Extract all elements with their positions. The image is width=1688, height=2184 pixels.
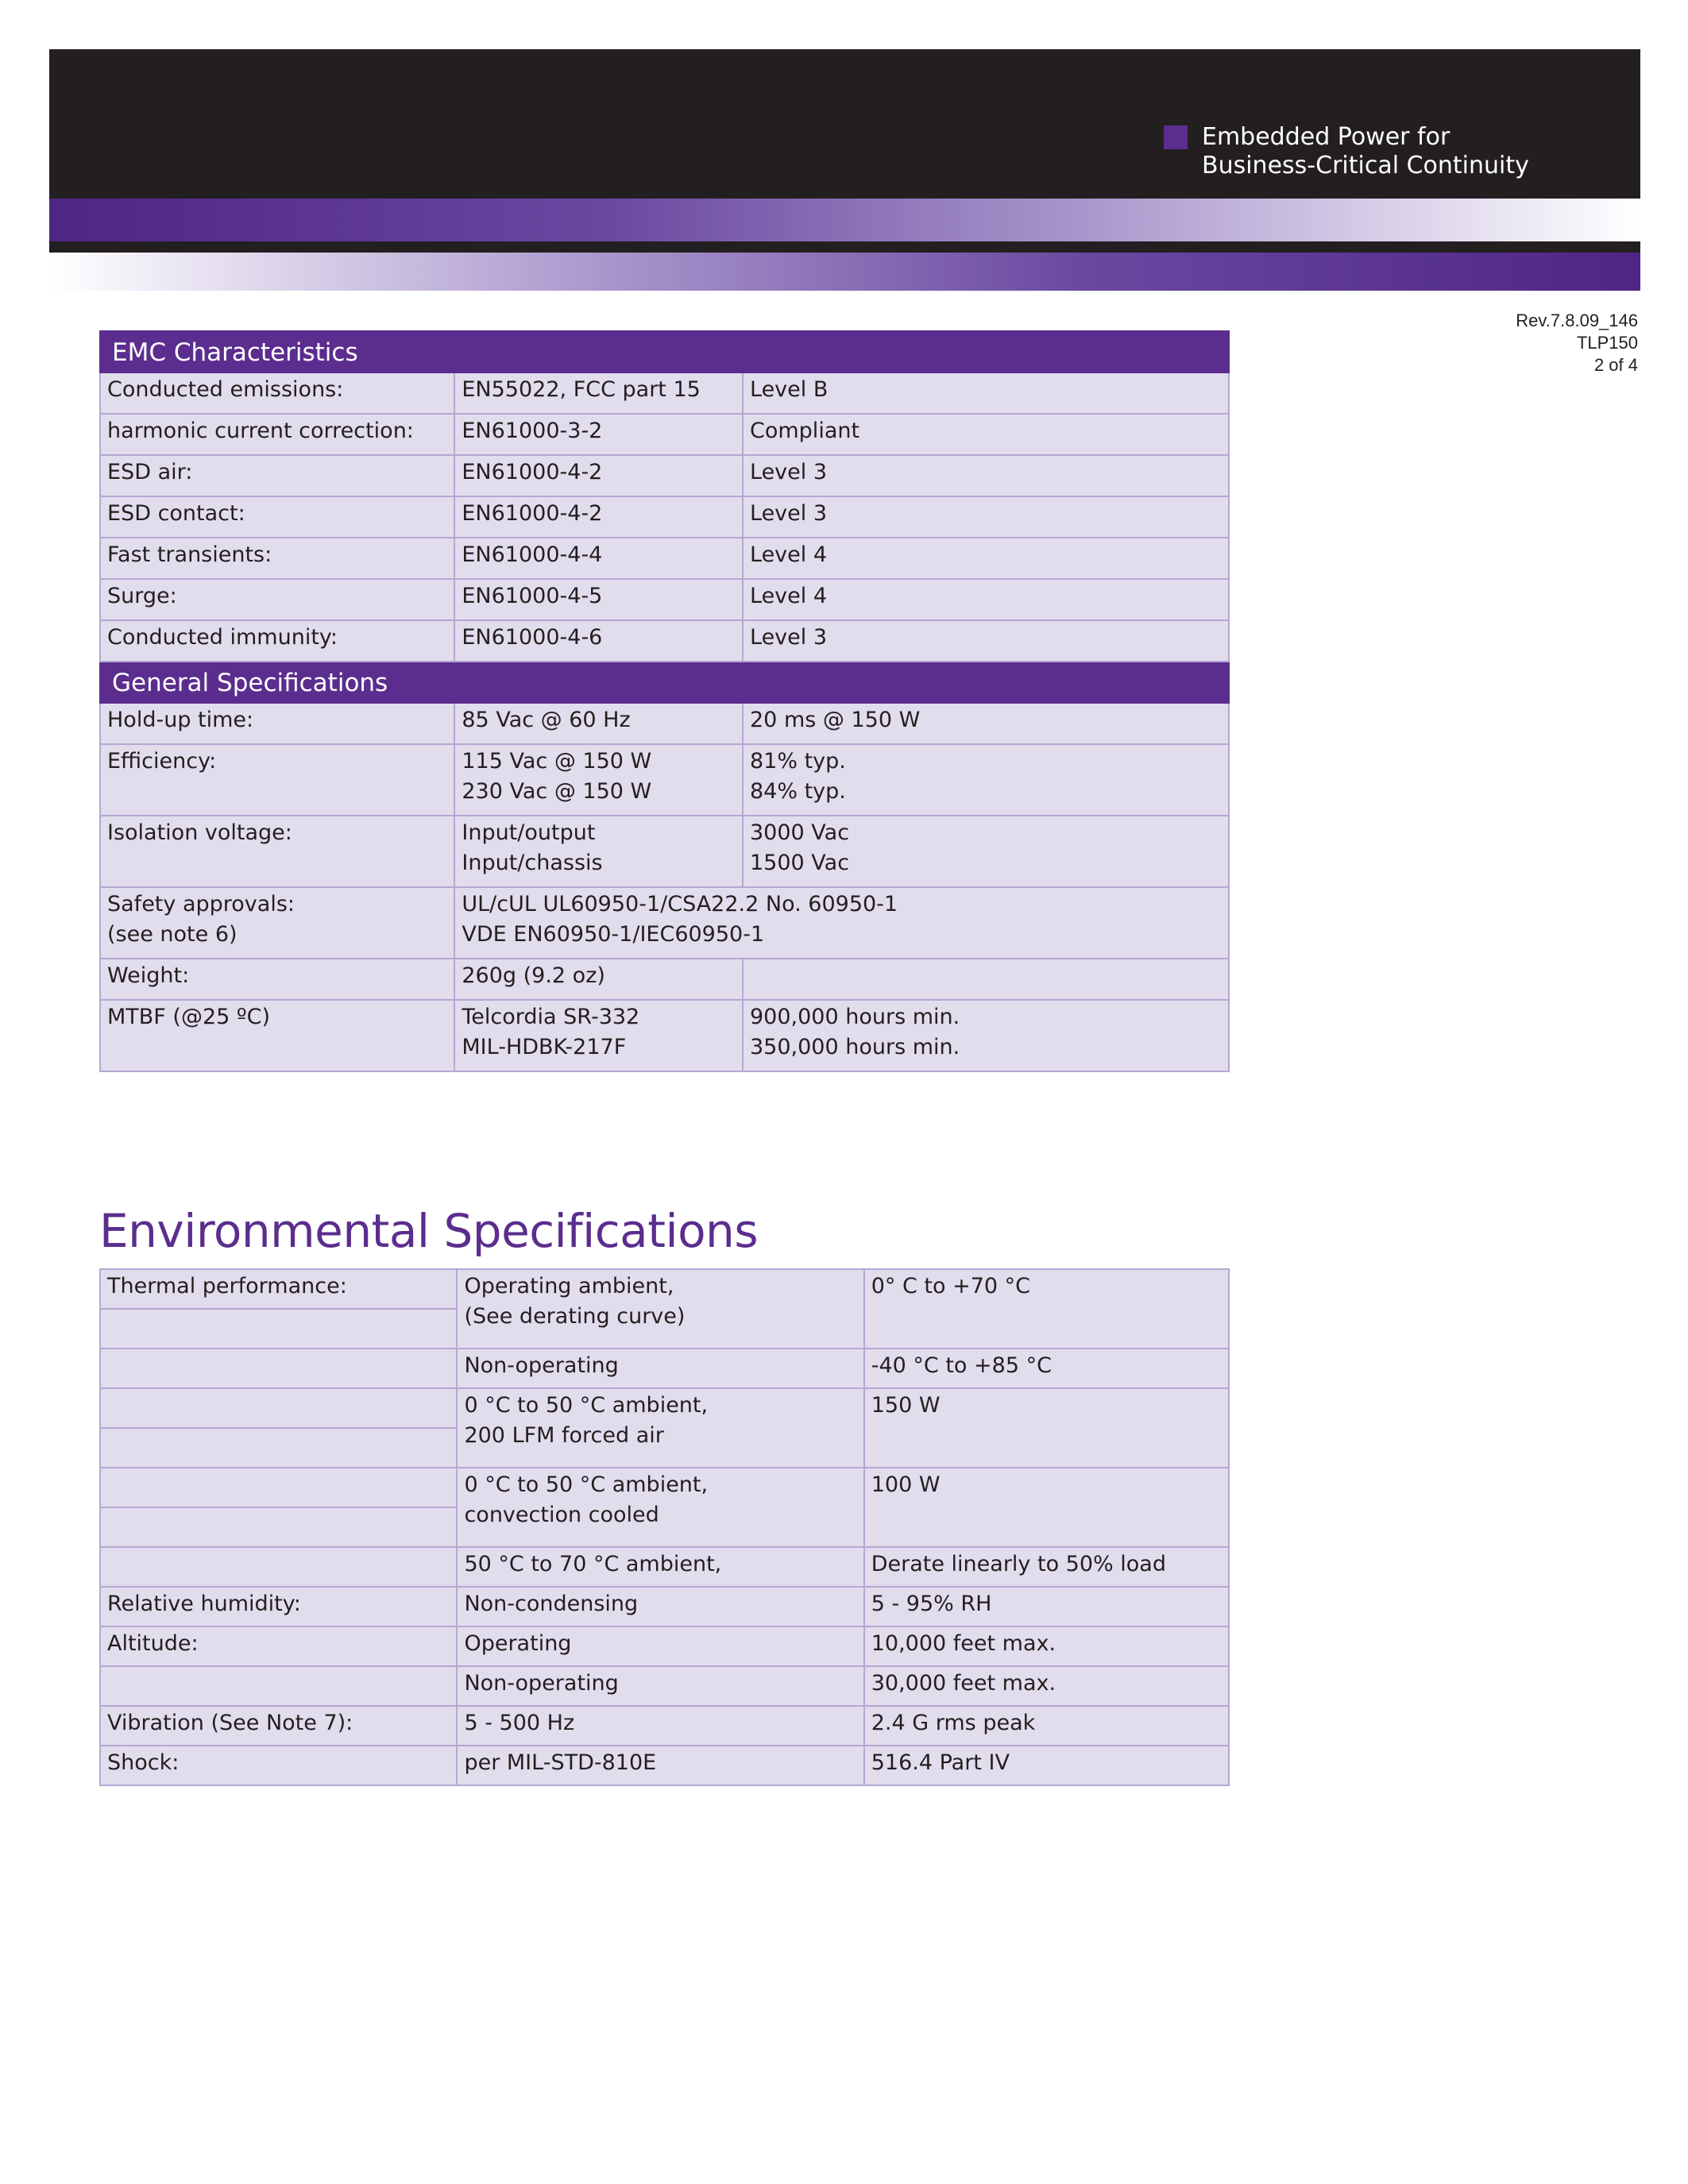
forced-air-line-1: 0 °C to 50 °C ambient,: [464, 1393, 709, 1418]
empty-label: [100, 1507, 457, 1547]
row-label: Conducted emissions:: [100, 372, 454, 414]
table-row: [100, 1666, 1229, 1706]
gradient-band-bottom: [49, 253, 1640, 291]
mtbf-value-1: 900,000 hours min.: [750, 1005, 960, 1029]
table-row: [100, 959, 1229, 1000]
altitude-non-operating-value: 30,000 feet max.: [864, 1666, 1229, 1706]
page-number: 2 of 4: [1593, 355, 1638, 375]
document-info: [1516, 310, 1638, 376]
isolation-condition-1: Input/output: [462, 820, 596, 845]
table-row: [100, 744, 1229, 816]
efficiency-condition-2: 230 Vac @ 150 W: [462, 779, 652, 804]
derate-value: Derate linearly to 50% load: [864, 1547, 1229, 1587]
empty-label: [100, 1547, 457, 1587]
mtbf-value-2: 350,000 hours min.: [750, 1035, 960, 1059]
isolation-values: [743, 816, 1229, 887]
environmental-table: [99, 1268, 1230, 1786]
holdup-value: 20 ms @ 150 W: [743, 703, 1229, 744]
derate-condition: 50 °C to 70 °C ambient,: [457, 1547, 863, 1587]
safety-value-1: UL/cUL UL60950-1/CSA22.2 No. 60950-1: [462, 892, 898, 916]
table-row: [100, 1388, 1229, 1428]
table-row: [100, 887, 1229, 959]
row-standard: EN61000-4-5: [454, 579, 743, 620]
safety-label: [100, 887, 454, 959]
table-row: [100, 1746, 1229, 1785]
empty-label: [100, 1388, 457, 1428]
humidity-value: 5 - 95% RH: [864, 1587, 1229, 1626]
isolation-condition-2: Input/chassis: [462, 851, 603, 875]
table-row: [100, 620, 1229, 662]
row-label: ESD contact:: [100, 496, 454, 538]
operating-ambient-value: 0° C to +70 °C: [864, 1269, 1229, 1349]
empty-label: [100, 1666, 457, 1706]
model-number: TLP150: [1576, 333, 1638, 353]
row-value: Level 3: [743, 620, 1229, 662]
empty-label: [100, 1349, 457, 1388]
tagline-line-1: Embedded Power for: [1202, 123, 1450, 151]
row-label: Conducted immunity:: [100, 620, 454, 662]
environmental-title: Environmental Specifications: [99, 1204, 759, 1258]
altitude-label: Altitude:: [100, 1626, 457, 1666]
altitude-operating-value: 10,000 feet max.: [864, 1626, 1229, 1666]
revision-number: Rev.7.8.09_146: [1516, 311, 1638, 330]
weight-empty: [743, 959, 1229, 1000]
row-label: Fast transients:: [100, 538, 454, 579]
efficiency-value-1: 81% typ.: [750, 749, 846, 774]
efficiency-values: [743, 744, 1229, 816]
shock-value: 516.4 Part IV: [864, 1746, 1229, 1785]
isolation-conditions: [454, 816, 743, 887]
table-row: [100, 1626, 1229, 1666]
operating-ambient-1: Operating ambient,: [464, 1274, 674, 1298]
holdup-condition: 85 Vac @ 60 Hz: [454, 703, 743, 744]
mtbf-label: MTBF (@25 ºC): [100, 1000, 454, 1071]
thermal-label: Thermal performance:: [100, 1269, 457, 1309]
mtbf-conditions: [454, 1000, 743, 1071]
header-tagline: [1202, 123, 1529, 180]
emc-general-table: [99, 330, 1230, 1072]
convection-line-1: 0 °C to 50 °C ambient,: [464, 1472, 709, 1497]
vibration-condition: 5 - 500 Hz: [457, 1706, 863, 1746]
isolation-label: Isolation voltage:: [100, 816, 454, 887]
shock-condition: per MIL-STD-810E: [457, 1746, 863, 1785]
empty-label: [100, 1468, 457, 1507]
shock-label: Shock:: [100, 1746, 457, 1785]
humidity-label: Relative humidity:: [100, 1587, 457, 1626]
table-row: [100, 816, 1229, 887]
mtbf-condition-1: Telcordia SR-332: [462, 1005, 640, 1029]
band-divider: [49, 241, 1640, 253]
gradient-band-top: [49, 199, 1640, 241]
safety-value-2: VDE EN60950-1/IEC60950-1: [462, 922, 765, 947]
convection-condition: [457, 1468, 863, 1547]
empty-label: [100, 1428, 457, 1468]
mtbf-values: [743, 1000, 1229, 1071]
section-header: [100, 331, 1229, 372]
mtbf-condition-2: MIL-HDBK-217F: [462, 1035, 627, 1059]
forced-air-condition: [457, 1388, 863, 1468]
table-row: [100, 703, 1229, 744]
altitude-non-operating: Non-operating: [457, 1666, 863, 1706]
weight-value: 260g (9.2 oz): [454, 959, 743, 1000]
row-label: Surge:: [100, 579, 454, 620]
row-standard: EN55022, FCC part 15: [454, 372, 743, 414]
row-value: Level 4: [743, 579, 1229, 620]
safety-values: [454, 887, 1229, 959]
operating-ambient: [457, 1269, 863, 1349]
isolation-value-2: 1500 Vac: [750, 851, 850, 875]
row-standard: EN61000-4-4: [454, 538, 743, 579]
row-value: Level 3: [743, 455, 1229, 496]
vibration-value: 2.4 G rms peak: [864, 1706, 1229, 1746]
row-standard: EN61000-4-6: [454, 620, 743, 662]
table-row: [100, 414, 1229, 455]
section-header: [100, 662, 1229, 703]
efficiency-condition-1: 115 Vac @ 150 W: [462, 749, 652, 774]
table-row: [100, 579, 1229, 620]
safety-label-2: (see note 6): [107, 922, 238, 947]
row-label: harmonic current correction:: [100, 414, 454, 455]
row-standard: EN61000-3-2: [454, 414, 743, 455]
row-standard: EN61000-4-2: [454, 455, 743, 496]
convection-value: 100 W: [864, 1468, 1229, 1547]
humidity-condition: Non-condensing: [457, 1587, 863, 1626]
convection-line-2: convection cooled: [464, 1503, 659, 1527]
table-row: [100, 1000, 1229, 1071]
vibration-label: Vibration (See Note 7):: [100, 1706, 457, 1746]
efficiency-conditions: [454, 744, 743, 816]
efficiency-value-2: 84% typ.: [750, 779, 846, 804]
safety-label-1: Safety approvals:: [107, 892, 295, 916]
row-value: Level B: [743, 372, 1229, 414]
emc-title: EMC Characteristics: [100, 331, 1229, 372]
isolation-value-1: 3000 Vac: [750, 820, 850, 845]
holdup-label: Hold-up time:: [100, 703, 454, 744]
row-value: Level 3: [743, 496, 1229, 538]
table-row: [100, 1547, 1229, 1587]
forced-air-value: 150 W: [864, 1388, 1229, 1468]
empty-label: [100, 1309, 457, 1349]
table-row: [100, 538, 1229, 579]
table-row: [100, 455, 1229, 496]
forced-air-line-2: 200 LFM forced air: [464, 1423, 664, 1448]
efficiency-label: Efficiency:: [100, 744, 454, 816]
table-row: [100, 1269, 1229, 1309]
altitude-operating: Operating: [457, 1626, 863, 1666]
weight-label: Weight:: [100, 959, 454, 1000]
general-title: General Specifications: [100, 662, 1229, 703]
table-row: [100, 1587, 1229, 1626]
non-operating: Non-operating: [457, 1349, 863, 1388]
row-value: Compliant: [743, 414, 1229, 455]
table-row: [100, 372, 1229, 414]
row-label: ESD air:: [100, 455, 454, 496]
table-row: [100, 496, 1229, 538]
row-value: Level 4: [743, 538, 1229, 579]
brand-square-icon: [1164, 125, 1188, 149]
table-row: [100, 1468, 1229, 1507]
non-operating-value: -40 °C to +85 °C: [864, 1349, 1229, 1388]
operating-ambient-2: (See derating curve): [464, 1304, 686, 1329]
table-row: [100, 1706, 1229, 1746]
tagline-line-2: Business-Critical Continuity: [1202, 152, 1529, 179]
table-row: [100, 1349, 1229, 1388]
row-standard: EN61000-4-2: [454, 496, 743, 538]
